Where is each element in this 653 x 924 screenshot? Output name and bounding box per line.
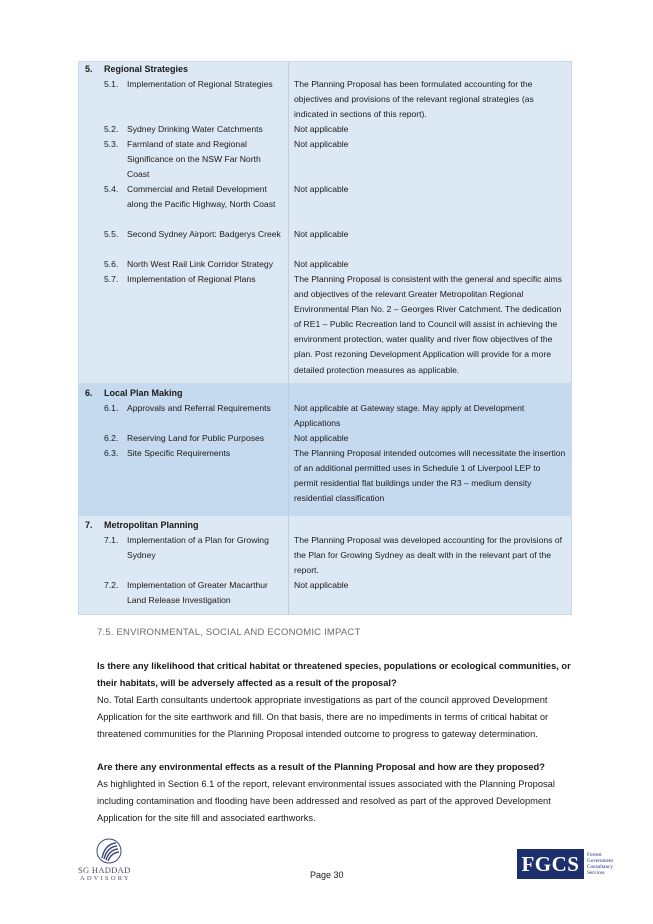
row-value: The Planning Proposal has been formulated accounting for the objectives and provisions of the relevant regional strategies (as indicated in sections of this report). [294,79,534,120]
row-value: The Planning Proposal intended outcomes will necessitate the insertion of an additional permitted uses in Schedule 1 of Liverpool LEP to permit residential flat buildings under the R3 – medium density residential classification [294,448,566,504]
row-value: Not applicable [294,580,349,590]
section-number: 7. [85,520,93,530]
table-row [79,137,571,182]
row-value: The Planning Proposal was developed accounting for the provisions of the Plan for Growing Sydney as dealt with in the relevant part of the report. [294,535,563,576]
row-label: Sydney Drinking Water Catchments [127,124,263,134]
row-number: 6.2. [104,433,119,443]
row-label: Implementation of Greater Macarthur Land Release Investigation [127,580,268,606]
sg-haddad-emblem-icon [96,838,122,864]
fgcs-logo [517,849,621,879]
table-section-regional-strategies [78,61,572,384]
table-row [79,122,571,137]
row-number: 5.3. [104,139,119,149]
page-number: Page 30 [310,870,344,880]
fgcs-logo-tagline: Forrest Government Consultancy Services [587,852,613,876]
row-label: North West Rail Link Corridor Strategy [127,259,273,269]
section-number: 5. [85,64,93,74]
row-label: Site Specific Requirements [127,448,231,458]
table-row [79,77,571,122]
row-label: Farmland of state and Regional Significance on the NSW Far North Coast [127,139,261,180]
section-number: 6. [85,388,93,398]
table-row [79,182,571,227]
row-number: 7.1. [104,535,119,545]
row-number: 6.3. [104,448,119,458]
table-row [79,227,571,257]
row-number: 5.6. [104,259,119,269]
table-row [79,446,571,506]
row-number: 5.5. [104,229,119,239]
row-label: Implementation of a Plan for Growing Sydney [127,535,269,561]
planning-table [78,61,572,615]
answer-paragraph: As highlighted in Section 6.1 of the report, relevant environmental issues associated with the Planning Proposal including contamination and flooding have been addressed and resolved as part of the approved Development Application for the site fill and associated earthworks. [97,779,555,823]
row-label: Approvals and Referral Requirements [127,403,271,413]
section-header [79,518,571,533]
table-row [79,431,571,446]
fgcs-logo-mark: FGCS [517,849,584,879]
row-number: 5.2. [104,124,119,134]
logo-text-line1: SG HADDAD [78,865,131,875]
answer-paragraph: No. Total Earth consultants undertook appropriate investigations as part of the council approved Development Application for the site earthwork and fill. On that basis, there are no impediments in terms of critical habitat or threatened communities for the Planning Proposal intended outcome to progress to gateway determination. [97,695,549,739]
section-header [79,62,571,77]
question-heading: Are there any environmental effects as a result of the Planning Proposal and how are they proposed? [97,762,545,772]
table-row [79,533,571,578]
row-number: 6.1. [104,403,119,413]
row-value: Not applicable [294,433,349,443]
table-row [79,401,571,431]
section-title: Local Plan Making [104,388,183,398]
row-value: Not applicable [294,184,349,194]
row-label: Second Sydney Airport: Badgerys Creek [127,229,281,239]
row-value: Not applicable [294,259,349,269]
section-header [79,386,571,401]
row-label: Commercial and Retail Development along the Pacific Highway, North Coast [127,184,276,210]
section-title: Regional Strategies [104,64,189,74]
row-number: 7.2. [104,580,119,590]
row-label: Implementation of Regional Plans [127,274,256,284]
row-value: The Planning Proposal is consistent with the general and specific aims and objectives of the relevant Greater Metropolitan Regional Environmental Plan No. 2 – Georges River Catchment. The dedication of RE1 – Public Recreation land to Council will assist in achieving the environment protection, water quality and river flow objectives of the plan. Post rezoning Development Application will provide for a more detailed protection measures as applicable. [294,274,562,375]
row-label: Reserving Land for Public Purposes [127,433,265,443]
row-value: Not applicable [294,229,349,239]
table-row [79,578,571,608]
section-heading: 7.5. ENVIRONMENTAL, SOCIAL AND ECONOMIC IMPACT [97,627,361,638]
table-row [79,272,571,377]
question-heading: Is there any likelihood that critical habitat or threatened species, populations or ecological communities, or their habitats, will be adversely affected as a result of the proposal? [97,661,571,688]
table-section-metropolitan-planning [78,516,572,615]
row-number: 5.4. [104,184,119,194]
table-row [79,257,571,272]
logo-text-line2: ADVISORY [80,875,131,882]
sg-haddad-logo [76,838,142,886]
row-label: Implementation of Regional Strategies [127,79,273,89]
row-value: Not applicable at Gateway stage. May apply at Development Applications [294,403,525,429]
row-number: 5.7. [104,274,119,284]
row-value: Not applicable [294,124,349,134]
row-number: 5.1. [104,79,119,89]
table-section-local-plan-making [78,384,572,516]
section-title: Metropolitan Planning [104,520,199,530]
row-value: Not applicable [294,139,349,149]
